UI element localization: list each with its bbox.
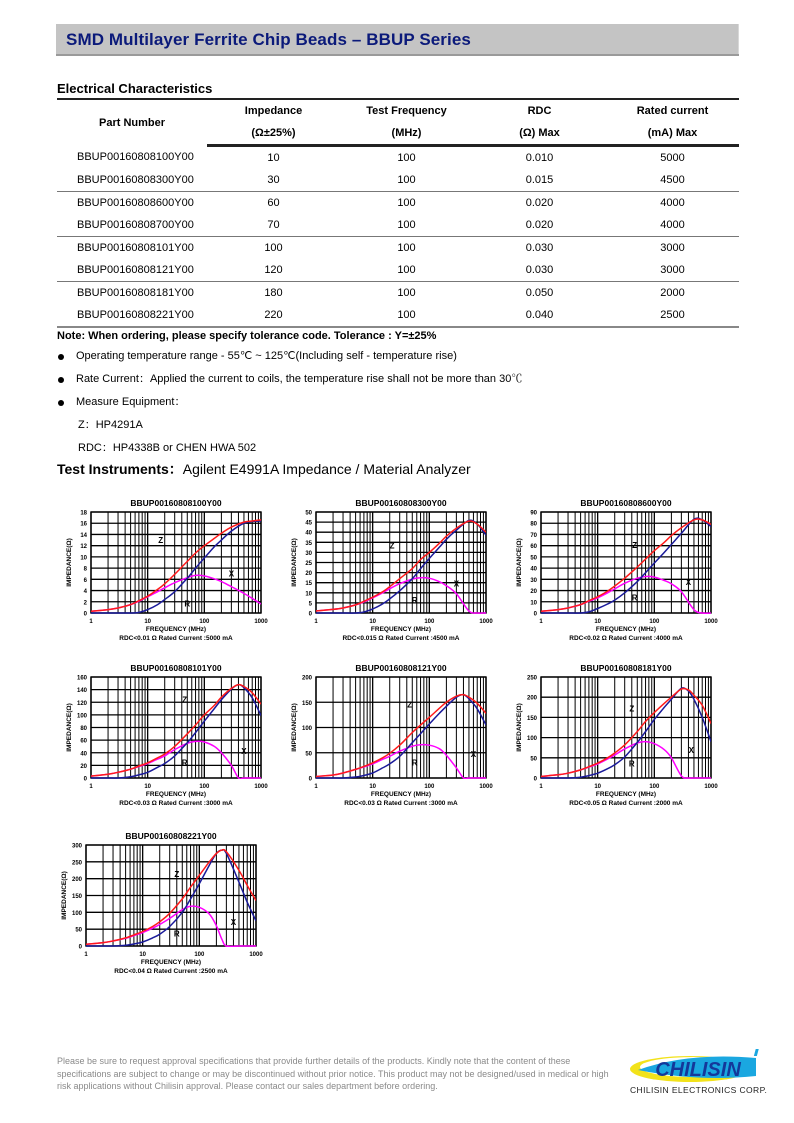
y-axis-label: IMPEDANCE(Ω) [61, 871, 68, 920]
bullet-item: Operating temperature range - 55℃ ~ 125℃(Including self - temperature rise) [57, 345, 522, 368]
cell-rdc: 0.020 [473, 214, 606, 237]
x-tick-label: 1 [89, 784, 93, 790]
table-row [57, 282, 739, 305]
y-tick-label: 15 [305, 581, 312, 588]
y-tick-label: 40 [530, 566, 537, 573]
impedance-chart [510, 495, 730, 655]
bullet-item: Measure Equipment： [57, 391, 522, 414]
y-tick-label: 80 [80, 726, 87, 732]
series-x-line [541, 742, 711, 779]
chart-svg [60, 495, 280, 655]
x-axis-label: FREQUENCY (MHz) [595, 791, 657, 798]
cell-test-frequency: 100 [340, 259, 473, 282]
y-tick-label: 2 [83, 600, 87, 607]
y-tick-label: 90 [530, 510, 537, 517]
cell-impedance: 100 [264, 242, 283, 254]
cell-rdc: 0.015 [473, 169, 606, 192]
cell-rated-current: 4000 [660, 197, 685, 209]
series-label-r: R [411, 595, 418, 605]
y-tick-label: 40 [305, 530, 312, 537]
y-axis-label: IMPEDANCE(Ω) [516, 703, 523, 752]
y-tick-label: 30 [530, 577, 537, 584]
cell-test-frequency: 100 [340, 169, 473, 192]
chart-title: BBUP00160808600Y00 [580, 498, 672, 508]
x-tick-label: 1000 [254, 619, 268, 625]
y-tick-label: 0 [83, 776, 87, 783]
x-tick-label: 1000 [704, 619, 718, 625]
x-tick-label: 1000 [254, 784, 268, 790]
chart-title: BBUP00160808121Y00 [355, 663, 447, 673]
section-title: Electrical Characteristics [57, 81, 213, 96]
y-axis-label: IMPEDANCE(Ω) [291, 538, 298, 587]
impedance-chart [285, 495, 505, 655]
cell-rated-current: 5000 [660, 152, 685, 164]
cell-impedance: 180 [264, 287, 283, 299]
series-z-line [91, 685, 261, 777]
header-bar [56, 24, 739, 54]
x-axis-label: FREQUENCY (MHz) [370, 791, 432, 798]
table-row [57, 192, 739, 215]
col-unit-rated-current: (mA) Max [606, 122, 739, 146]
x-axis-label: FREQUENCY (MHz) [145, 626, 207, 633]
cell-impedance: 60 [267, 197, 280, 209]
y-axis-label: IMPEDANCE(Ω) [66, 703, 73, 752]
x-tick-label: 1000 [479, 784, 493, 790]
col-header-rdc: RDC [473, 99, 606, 122]
x-tick-label: 10 [594, 619, 602, 625]
series-z-line [316, 521, 486, 611]
x-tick-label: 1 [314, 784, 318, 790]
y-tick-label: 0 [308, 611, 312, 618]
chart-title: BBUP00160808101Y00 [130, 663, 222, 673]
cell-impedance: 220 [207, 304, 340, 327]
col-unit-test-frequency: (MHz) [340, 122, 473, 146]
x-tick-label: 100 [194, 952, 205, 958]
cell-rated-current: 2500 [606, 304, 739, 327]
y-tick-label: 0 [78, 944, 82, 951]
chart-caption: RDC<0.03 Ω Rated Current :3000 mA [344, 800, 458, 807]
x-tick-label: 100 [199, 619, 210, 625]
y-tick-label: 45 [305, 520, 312, 527]
y-tick-label: 35 [305, 540, 312, 547]
cell-rdc: 0.050 [525, 287, 554, 299]
cell-rated-current: 4500 [606, 169, 739, 192]
ordering-note: Note: When ordering, please specify tolerance code. Tolerance : Y=±25% [57, 330, 437, 342]
y-tick-label: 50 [305, 751, 312, 758]
series-z-line [91, 520, 261, 611]
impedance-chart [285, 660, 505, 820]
x-tick-label: 1 [539, 619, 543, 625]
series-label-x: X [230, 918, 237, 928]
series-label-x: X [241, 747, 247, 757]
cell-rdc: 0.010 [525, 152, 554, 164]
table-row [57, 304, 739, 327]
bullet-icon [58, 400, 64, 406]
chart-title: BBUP00160808181Y00 [580, 663, 672, 673]
series-label-z: Z [632, 540, 638, 550]
x-tick-label: 1 [314, 619, 318, 625]
x-tick-label: 10 [139, 952, 147, 958]
y-tick-label: 10 [305, 591, 312, 598]
company-name: CHILISIN ELECTRONICS CORP. [630, 1085, 768, 1095]
y-axis-label: IMPEDANCE(Ω) [291, 703, 298, 752]
series-label-z: Z [629, 704, 635, 714]
cell-rdc: 0.030 [473, 259, 606, 282]
cell-part-number: BBUP00160808121Y00 [57, 259, 207, 282]
series-r-line [91, 685, 261, 779]
series-z-line [541, 689, 711, 777]
table-row [57, 214, 739, 237]
series-label-r: R [173, 929, 180, 939]
col-header-rated-current: Rated current [606, 99, 739, 122]
chart-title: BBUP00160808221Y00 [125, 831, 217, 841]
x-axis-label: FREQUENCY (MHz) [595, 626, 657, 633]
cell-impedance: 120 [207, 259, 340, 282]
table-row [57, 146, 739, 170]
bullet-item: Rate Current：Applied the current to coils, the temperature rise shall not be more than 30℃ [57, 368, 522, 391]
y-tick-label: 250 [526, 675, 537, 682]
y-tick-label: 100 [301, 726, 312, 732]
series-label-r: R [631, 593, 638, 603]
series-label-r: R [184, 599, 191, 609]
plot-frame [91, 512, 261, 613]
chart-caption: RDC<0.02 Ω Rated Current :4000 mA [569, 635, 683, 642]
chilisin-logo [628, 1048, 768, 1098]
cell-rated-current: 2000 [660, 287, 685, 299]
col-header-impedance: Impedance [207, 99, 340, 122]
y-tick-label: 150 [526, 715, 537, 722]
chart-caption: RDC<0.015 Ω Rated Current :4500 mA [342, 635, 460, 642]
x-tick-label: 10 [144, 619, 152, 625]
bullet-icon [58, 377, 64, 383]
col-header-test-frequency: Test Frequency [340, 99, 473, 122]
x-tick-label: 1 [84, 952, 88, 958]
series-r-line [86, 850, 256, 946]
series-r-line [541, 518, 711, 613]
col-unit-impedance: (Ω±25%) [207, 122, 340, 146]
y-axis-label: IMPEDANCE(Ω) [66, 538, 73, 587]
y-tick-label: 50 [305, 510, 312, 517]
x-tick-label: 100 [649, 619, 660, 625]
y-tick-label: 0 [308, 776, 312, 783]
chart-caption: RDC<0.05 Ω Rated Current :2000 mA [569, 800, 683, 807]
y-tick-label: 50 [75, 927, 82, 934]
series-r-line [316, 695, 486, 778]
series-label-z: Z [389, 541, 395, 551]
bullet-icon [58, 354, 64, 360]
cell-impedance: 10 [267, 152, 280, 164]
series-x-line [91, 575, 261, 611]
y-tick-label: 50 [530, 555, 537, 562]
y-tick-label: 4 [83, 589, 87, 596]
series-label-r: R [628, 759, 635, 769]
x-tick-label: 10 [369, 619, 377, 625]
y-tick-label: 10 [530, 600, 537, 607]
y-tick-label: 200 [301, 675, 312, 682]
x-tick-label: 100 [649, 784, 660, 790]
cell-test-frequency: 100 [397, 152, 416, 164]
equipment-z: Z：HP4291A [78, 419, 143, 431]
y-tick-label: 150 [301, 700, 312, 707]
chart-title: BBUP00160808100Y00 [130, 498, 222, 508]
y-tick-label: 40 [80, 751, 87, 758]
y-tick-label: 300 [71, 843, 82, 850]
y-tick-label: 200 [71, 877, 82, 884]
x-tick-label: 10 [144, 784, 152, 790]
cell-rated-current: 4000 [606, 214, 739, 237]
y-tick-label: 60 [80, 738, 87, 745]
cell-rated-current: 3000 [660, 242, 685, 254]
x-axis-label: FREQUENCY (MHz) [145, 791, 207, 798]
y-axis-label: IMPEDANCE(Ω) [516, 538, 523, 587]
chart-title: BBUP00160808300Y00 [355, 498, 447, 508]
impedance-chart [55, 828, 275, 988]
cell-part-number: BBUP00160808700Y00 [57, 214, 207, 237]
chart-svg [60, 660, 280, 820]
plot-frame [541, 677, 711, 778]
col-header-part-number: Part Number [57, 99, 207, 146]
y-tick-label: 0 [533, 776, 537, 783]
x-tick-label: 1000 [249, 952, 263, 958]
y-tick-label: 25 [305, 561, 312, 567]
x-tick-label: 1 [89, 619, 93, 625]
x-tick-label: 1000 [479, 619, 493, 625]
chilisin-logo-icon [628, 1048, 764, 1084]
y-tick-label: 10 [80, 555, 87, 562]
cell-rdc: 0.020 [525, 197, 554, 209]
chart-svg [510, 495, 730, 655]
series-label-x: X [453, 579, 460, 589]
series-label-z: Z [407, 700, 413, 710]
impedance-chart [60, 495, 280, 655]
cell-rated-current: 3000 [606, 259, 739, 282]
y-tick-label: 30 [305, 550, 312, 557]
series-label-x: X [228, 569, 235, 579]
series-label-z: Z [174, 869, 180, 879]
cell-part-number: BBUP00160808101Y00 [77, 242, 194, 254]
y-tick-label: 100 [526, 736, 537, 743]
y-tick-label: 20 [80, 763, 87, 770]
series-label-x: X [470, 749, 477, 759]
y-tick-label: 0 [83, 611, 87, 618]
chart-svg [285, 660, 505, 820]
chart-caption: RDC<0.03 Ω Rated Current :3000 mA [119, 800, 233, 807]
y-tick-label: 100 [76, 713, 87, 720]
chart-svg [55, 828, 275, 988]
x-tick-label: 10 [369, 784, 377, 790]
cell-rdc: 0.030 [525, 242, 554, 254]
cell-test-frequency: 100 [397, 197, 416, 209]
page-title: SMD Multilayer Ferrite Chip Beads – BBUP Series [66, 30, 471, 49]
cell-test-frequency: 100 [340, 304, 473, 327]
series-z-line [316, 695, 486, 777]
x-axis-label: FREQUENCY (MHz) [140, 959, 202, 966]
cell-part-number: BBUP00160808100Y00 [77, 151, 194, 164]
x-tick-label: 10 [594, 784, 602, 790]
table-row [57, 169, 739, 192]
cell-test-frequency: 100 [340, 214, 473, 237]
table-row [57, 237, 739, 260]
cell-impedance: 70 [207, 214, 340, 237]
y-tick-label: 14 [80, 532, 87, 539]
x-axis-label: FREQUENCY (MHz) [370, 626, 432, 633]
y-tick-label: 50 [530, 756, 537, 763]
impedance-chart [510, 660, 730, 820]
y-tick-label: 100 [71, 910, 82, 917]
chart-caption: RDC<0.01 Ω Rated Current :5000 mA [119, 635, 233, 642]
y-tick-label: 16 [80, 521, 87, 528]
y-tick-label: 70 [530, 532, 537, 539]
y-tick-label: 140 [76, 688, 87, 695]
cell-test-frequency: 100 [397, 242, 416, 254]
cell-part-number: BBUP00160808600Y00 [77, 197, 194, 209]
test-instruments [57, 459, 471, 479]
y-tick-label: 0 [533, 611, 537, 618]
y-tick-label: 20 [530, 589, 537, 596]
y-tick-label: 200 [526, 695, 537, 702]
y-tick-label: 250 [71, 860, 82, 867]
series-label-r: R [411, 758, 418, 768]
y-tick-label: 150 [71, 894, 82, 900]
series-label-z: Z [182, 695, 188, 705]
chart-caption: RDC<0.04 Ω Rated Current :2500 mA [114, 968, 228, 975]
logo-wordmark: CHILISIN [655, 1059, 741, 1081]
equipment-rdc: RDC：HP4338B or CHEN HWA 502 [78, 442, 257, 454]
test-instruments-value: Agilent E4991A Impedance / Material Analyzer [182, 461, 471, 477]
footer-disclaimer: Please be sure to request approval specifications that provide further details of the products. Kindly note that the content of these specifications are subject to change or may be discontinued without prior notice. This product may not be designed/used in medical or high risk applications without Chilisin approval. Please contact our sales department before ordering. [57, 1056, 609, 1091]
cell-part-number: BBUP00160808300Y00 [57, 169, 207, 192]
y-tick-label: 12 [80, 544, 87, 551]
y-tick-label: 60 [530, 544, 537, 551]
y-tick-label: 18 [80, 510, 87, 517]
x-tick-label: 100 [424, 784, 435, 790]
y-tick-label: 80 [530, 521, 537, 528]
y-tick-label: 8 [83, 566, 87, 573]
cell-part-number: BBUP00160808221Y00 [57, 304, 207, 327]
chart-svg [510, 660, 730, 820]
cell-test-frequency: 100 [397, 287, 416, 299]
y-tick-label: 6 [83, 577, 87, 584]
y-tick-label: 20 [305, 571, 312, 578]
y-tick-label: 5 [308, 601, 312, 608]
series-label-x: X [688, 745, 695, 755]
test-instruments-label: Test Instruments： [57, 461, 183, 477]
col-unit-rdc: (Ω) Max [473, 122, 606, 146]
y-tick-label: 160 [76, 675, 87, 682]
series-label-z: Z [158, 535, 164, 545]
cell-impedance: 30 [207, 169, 340, 192]
spec-bullets [57, 345, 522, 460]
series-label-r: R [181, 758, 188, 768]
series-label-x: X [685, 577, 692, 587]
table-row [57, 259, 739, 282]
y-tick-label: 120 [76, 700, 87, 707]
cell-part-number: BBUP00160808181Y00 [77, 287, 194, 299]
x-tick-label: 100 [199, 784, 210, 790]
cell-rdc: 0.040 [473, 304, 606, 327]
chart-svg [285, 495, 505, 655]
electrical-characteristics-table [57, 98, 739, 328]
series-r-line [541, 688, 711, 778]
impedance-chart [60, 660, 280, 820]
x-tick-label: 1 [539, 784, 543, 790]
x-tick-label: 1000 [704, 784, 718, 790]
x-tick-label: 100 [424, 619, 435, 625]
